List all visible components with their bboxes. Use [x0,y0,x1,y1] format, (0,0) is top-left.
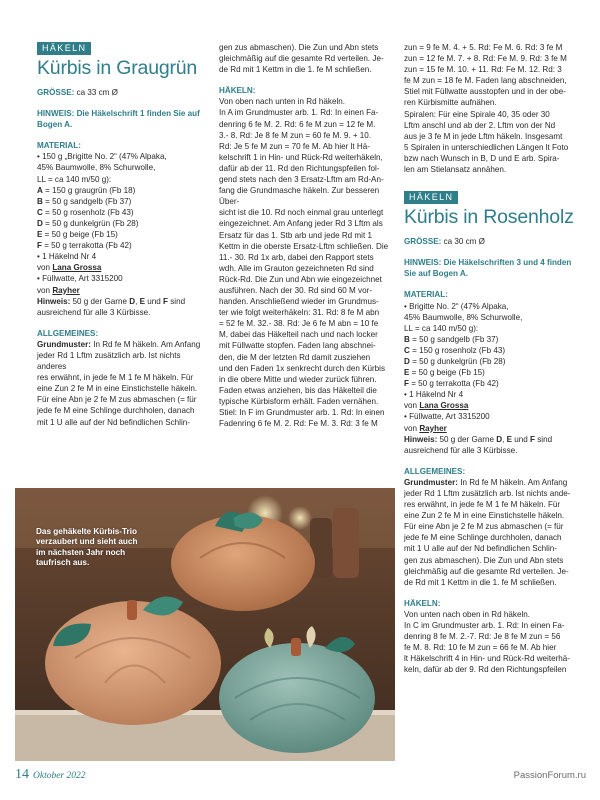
material-line: • Brigitte No. 2“ (47% Alpaka, [404,301,509,311]
size-line: GRÖSSE: ca 33 cm Ø [37,88,118,97]
text-line: gen zus abmaschen). Die Zun und Abn stets [404,555,564,565]
text-line: Fadenring 6 fe M. 2. Rd: Fe M. 3. Rd: 3 fe M [219,419,378,429]
text-line: Faden etwas anziehen, bis das Häkelteil die [219,385,377,395]
text-line: fang die Grundmasche häkeln. Zur besseren Über- [219,186,380,207]
color-line: C = 150 g rosenholz (Fb 43) [404,345,506,355]
fill-line: • Füllwatte, Art 3315200 [37,274,123,284]
brand-line: von Lana Grossa [404,401,469,411]
haekeln-heading: HÄKELN: [219,86,256,96]
page-number: 14 [15,767,29,782]
text-line: mit 1 U alle auf der Nd befindlichen Schlin- [404,544,557,554]
text-line: eine Zun 2 fe M in eine Einstichstelle häkeln. [404,511,565,521]
text-line: aus je 3 fe M in jede Lftm häkeln. Insgesamt [404,131,563,141]
text-line: ter wie folgt weiterhäkeln: 31. Rd: 8 fe M abn [219,308,380,318]
text-line: denring 6 fe M. 2. Rd: 6 fe M zun = 12 fe M. [219,119,376,129]
fill-line: • Füllwatte, Art 3315200 [404,412,490,422]
allg-line: Für eine Abn je 2 fe M zus abmaschen (= für [37,395,197,405]
text-line: fe M. 8. Rd: 10 fe M zun = 66 fe M. Ab hier [404,643,557,653]
text-line: lt Häkelschrift 4 in Hin- und Rück-Rd weiterhä- [404,654,570,664]
material-line: LL = ca 140 m/50 g): [37,174,112,184]
allg-line: mit 1 U alle auf der Nd befindlichen Schlin- [37,417,190,427]
hinweis-yarn: Hinweis: 50 g der Garne D, E und F sind [37,296,186,306]
article-title: Kürbis in Graugrün [37,57,198,79]
text-line: keln, dafür ab der 9. Rd den Richtungspfeilen [404,665,567,675]
hinweis-note: HINWEIS: Die Häkelschrift 1 finden Sie auf Bogen A. [37,109,200,130]
allg-line: jede fe M eine Schlinge durchholen, danach [37,406,195,416]
text-line: len am Stielansatz annähen. [404,165,507,175]
hook-line: • 1 Häkelnd Nr 4 [37,252,97,262]
text-line: ren Kürbismitte aufnähen. [404,98,497,108]
column-3 [404,42,576,676]
text-line: jede fe M eine Schlinge durchholen, danach [404,533,562,543]
text-line: zun = 12 fe M. 7. + 8. Rd: Fe M. 9. Rd: 3 fe M [404,54,567,64]
photo-caption: Das gehäkelte Kürbis-Trio verzaubert und sieht auch im nächsten Jahr noch taufrisch aus. [36,527,138,568]
brand-line: von Rayher [37,285,80,295]
text-line: bzw nach Wunsch in B, D und E arb. Spira- [404,153,560,163]
haekeln-heading-2: HÄKELN: [404,598,441,608]
allg-line: jeder Rd 1 Lftm zusätzlich arb. Ist nichts anderes [37,350,181,372]
hook-line: • 1 Häkelnd Nr 4 [404,390,464,400]
allgemeines-heading-2: ALLGEMEINES: [404,466,466,476]
brand-line: von Lana Grossa [37,263,102,273]
column-2 [219,42,389,429]
material-line: LL = ca 140 m/50 g): [404,323,479,333]
color-line: D = 50 g dunkelgrün (Fb 28) [37,218,139,228]
text-line: und den Faden 1x senkrecht durch den Kürbis [219,363,386,373]
text-line: gleichmäßig auf die gesamte Rd verteilen. Je- [404,566,569,576]
text-line: dafür ab der 11. Rd den Richtungspfeilen fol- [219,163,380,173]
material-heading: MATERIAL: [37,141,81,151]
color-line: C = 50 g rosenholz (Fb 43) [37,207,134,217]
page-footer [15,767,86,783]
material-line: 45% Baumwolle, 8% Schurwolle, [37,163,156,173]
allgemeines-heading: ALLGEMEINES: [37,328,99,338]
text-line: eingezeichnet. Am Anfang jeder Rd 3 Lftm als [219,219,383,229]
allg-line: eine Zun 2 fe M in eine Einstichstelle häkeln. [37,384,198,394]
text-line: zun = 9 fe M. 4. + 5. Rd: Fe M. 6. Rd: 3 fe M [404,43,563,52]
text-line: mit Füllwatte stopfen. Faden lang abschnei- [219,341,376,351]
color-line: E = 50 g beige (Fb 15) [37,230,118,240]
text-line: sicht ist die 10. Rd noch einmal grau unterlegt [219,208,384,218]
text-line: Stiel mit Füllwatte ausstopfen und in der obe- [404,87,566,97]
text-line: den, die M der letzten Rd damit zusziehen [219,352,371,362]
text-line: Rück-Rd. Die Zun und Abn wie eingezeichnet [219,274,382,284]
text-line: 11.- 30. Rd 1x arb, dabei den Rapport stets [219,252,374,262]
section-tag: HÄKELN [37,42,91,55]
hinweis-note-2b: Sie auf Bogen A. [404,269,469,279]
text-line: Rd: Je 5 fe M zun = 70 fe M. Ab hier lt Hä- [219,141,370,151]
hinweis-yarn: Hinweis: 50 g der Garne D, E und F sind [404,434,553,444]
text-line: kelschrift 1 in Hin- und Rück-Rd weiterhäkeln, [219,152,383,162]
brand-line: von Rayher [404,423,447,433]
material-line: 45% Baumwolle, 8% Schurwolle, [404,312,523,322]
text-line: In A im Grundmuster arb. 1. Rd: In einen Fa- [219,108,379,118]
text-line: zun = 15 fe M. 10. + 11. Rd: Fe M. 12. Rd: 3 [404,65,562,75]
text-line: = 52 fe M. 32.- 38. Rd: Je 6 fe M abn = 10 fe [219,319,379,329]
text-line: 5 Spiralen in unterschiedlichen Längen lt Foto [404,142,569,152]
text-line: 3.- 8. Rd: Je 8 fe M zun = 60 fe M. 9. + 10. [219,130,372,140]
text-line: gen zus abmaschen). Die Zun und Abn stets [219,43,379,52]
color-line: F = 50 g terrakotta (Fb 42) [37,241,132,251]
text-line: Von oben nach unten in Rd häkeln. [219,97,346,107]
column-1 [37,42,203,428]
text-line: wdh. Alle im Grauton gezeichneten Rd sind [219,263,374,273]
text-line: Für eine Abn je 2 fe M zus abmaschen (= für [404,522,564,532]
text-line: fe M zun = 18 fe M. Faden lang abschneiden, [404,76,567,86]
text-line: Von unten nach oben in Rd häkeln. [404,609,531,619]
color-line: B = 50 g sandgelb (Fb 37) [404,334,499,344]
text-line: typische Kürbisform erhält. Faden vernähen. [219,396,379,406]
text-line: denring 8 fe M. 2.-7. Rd: Je 8 fe M zun = 56 [404,632,561,642]
text-line: res erwähnt, in jede fe M 1 fe M häkeln. Für [404,500,561,510]
color-line: B = 50 g sandgelb (Fb 37) [37,196,132,206]
text-line: Spiralen: Für eine Spirale 40, 35 oder 30 [404,109,550,119]
color-line: F = 50 g terrakotta (Fb 42) [404,379,499,389]
allg-line: res erwähnt, in jede fe M 1 fe M häkeln. Für [37,373,194,383]
material-line: • 150 g „Brigitte No. 2“ (47% Alpaka, [37,152,167,162]
issue-month: Oktober 2022 [33,771,86,781]
color-line: D = 50 g dunkelgrün (Fb 28) [404,356,506,366]
hinweis-yarn-2: ausreichend für alle 3 Kürbisse. [37,307,151,317]
text-line: de Rd mit 1 Kettm in die 1. fe M schließen. [219,65,372,75]
section-tag-2: HÄKELN [404,191,458,204]
material-heading-2: MATERIAL: [404,290,448,300]
text-line: gend stets nach den 3 Ersatz-Lftm am Rd-An- [219,175,384,185]
color-line: E = 50 g beige (Fb 15) [404,368,485,378]
article-title-2: Kürbis in Rosenholz [404,206,574,229]
text-line: Kettm in die oberste Ersatz-Lftm schließen. Die [219,241,389,251]
text-line: Lftm anschl und ab der 2. Lftm von der Nd [404,120,556,130]
text-line: Stiel: In F im Grundmuster arb. 1. Rd: In einen [219,408,385,417]
text-line: M, dabei das Häkelteil nach und nach locker [219,330,378,340]
text-line: In C im Grundmuster arb. 1. Rd: In einen Fa- [404,621,565,631]
text-line: jeder Rd 1 Lftm zusätzlich arb. Ist nichts ande- [404,489,571,498]
color-line: A = 150 g graugrün (Fb 18) [37,185,136,195]
hinweis-note-2: HINWEIS: Die Häkelschriften 3 und 4 finden [404,258,572,268]
watermark: PassionForum.ru [513,770,586,781]
hinweis-yarn-2: ausreichend für alle 3 Kürbisse. [404,445,518,455]
allg-line: Grundmuster: In Rd fe M häkeln. Am Anfang [404,477,568,487]
text-line: Ersatz für das 1. Stb arb und jede Rd mit 1 [219,230,372,240]
text-line: gleichmäßig auf die gesamte Rd verteilen. Je- [219,54,384,64]
text-line: de Rd mit 1 Kettm in die 1. fe M schließen. [404,577,557,587]
allg-line: Grundmuster: In Rd fe M häkeln. Am Anfang [37,339,201,349]
text-line: in die obere Mitte und wieder zurück führen. [219,374,377,384]
text-line: handen. Anschließend wieder im Grundmus- [219,297,379,307]
text-line: ausführen. Nach der 30. Rd sind 60 M vor- [219,285,372,295]
size-line-2: GRÖSSE: ca 30 cm Ø [404,237,485,247]
